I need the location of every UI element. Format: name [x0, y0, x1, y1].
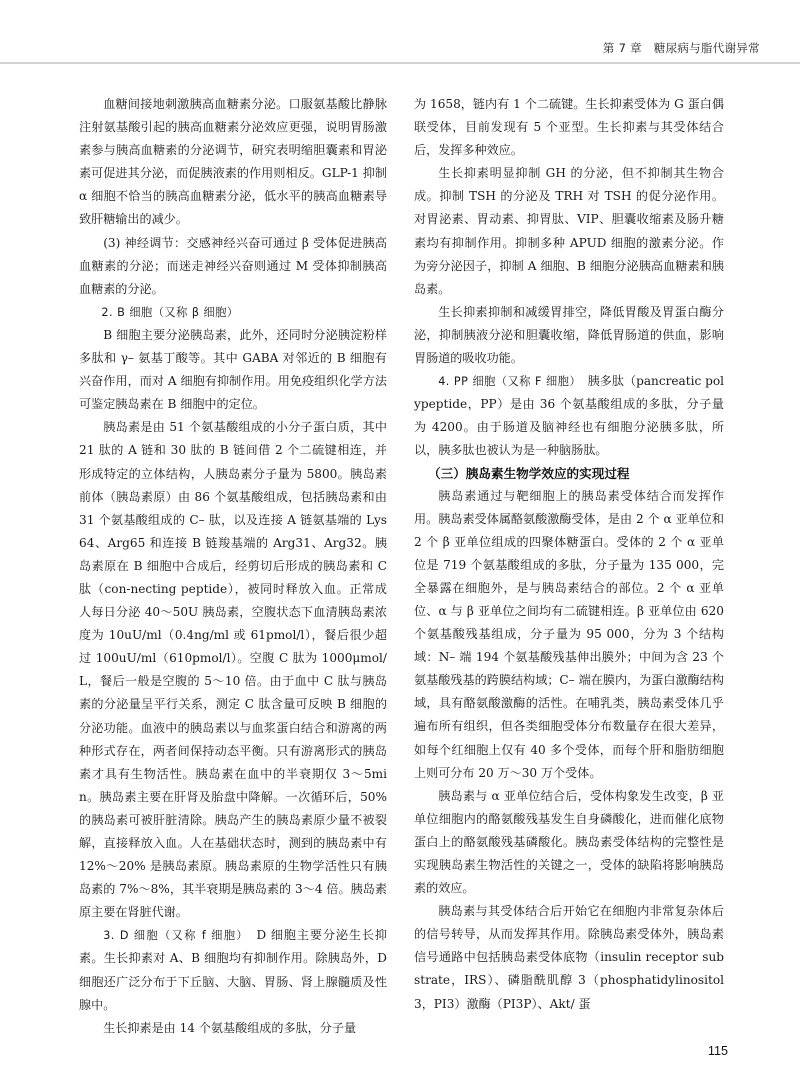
- left-column: [79, 93, 387, 1040]
- paragraph: 胰岛素通过与靶细胞上的胰岛素受体结合而发挥作用。胰岛素受体属酪氨酸激酶受体，是由 2 个 α 亚单位和 2 个 β 亚单位组成的四聚体糖蛋白。受体的 2 个 α 亚单位是 719 个氨基酸组成的多肽，分子量为 135 000，完全暴露在细胞外，是与胰岛素结合的部位。2 个 α 亚单位、α 与 β 亚单位之间均有二硫键相连。β 亚单位由 620 个氨基酸残基组成，分子量为 95 000，分为 3 个结构域：N– 端 194 个氨基酸残基伸出膜外；中间为含 23 个氨基酸残基的跨膜结构域；C– 端在膜内，为蛋白激酶结构域，具有酪氨酸激酶的活性。在哺乳类，胰岛素受体几乎遍布所有组织，但各类细胞受体分布数量存在很大差异，如每个红细胞上仅有 40 多个受体，而每个肝和脂肪细胞上则可分布 20 万～30 万个受体。: [414, 488, 724, 780]
- paragraph-text: 胰多肽（pancreatic polypeptide，PP）是由 36 个氨基酸组成的多肽，分子量为 4200。由于肠道及脑神经也有细胞分泌胰多肽，所以，胰多肽也被认为是一种脑肠肽。: [414, 374, 724, 458]
- subheading-b-cell: 2. B 细胞（又称 β 细胞）: [101, 305, 239, 319]
- paragraph: 胰岛素与 α 亚单位结合后，受体构象发生改变，β 亚单位细胞内的酪氨酸残基发生自身磷酸化，进而催化底物蛋白上的酪氨酸残基磷酸化。胰岛素受体结构的完整性是实现胰岛素生物活性的关键之一，受体的缺陷将影响胰岛素的效应。: [414, 788, 724, 896]
- paragraph: B 细胞主要分泌胰岛素，此外，还同时分泌胰淀粉样多肽和 γ– 氨基丁酸等。其中 GABA 对邻近的 B 细胞有兴奋作用，而对 A 细胞有抑制作用。用免疫组织化学方法可鉴定胰岛素在 B 细胞中的定位。: [79, 327, 387, 412]
- paragraph-text: D 细胞主要分泌生长抑素。生长抑素对 A、B 细胞均有抑制作用。除胰岛外，D 细胞还广泛分布于下丘脑、大脑、胃肠、肾上腺髓质及性腺中。: [79, 928, 388, 1012]
- paragraph: 为 1658，链内有 1 个二硫键。生长抑素受体为 G 蛋白偶联受体，目前发现有 5 个亚型。生长抑素与其受体结合后，发挥多种效应。: [414, 97, 724, 158]
- chapter-title: 第 7 章 糖尿病与脂代谢异常: [602, 41, 760, 55]
- subheading-pp-cell: 4. PP 细胞（又称 F 细胞）: [438, 375, 576, 389]
- section-heading: （三）胰岛素生物学效应的实现过程: [428, 465, 630, 481]
- paragraph: (3) 神经调节：交感神经兴奋可通过 β 受体促进胰高血糖素的分泌；而迷走神经兴奋则通过 M 受体抑制胰高血糖素的分泌。: [79, 235, 387, 296]
- page-number: 115: [707, 1044, 728, 1058]
- right-column: [414, 93, 724, 1016]
- paragraph: 胰岛素与其受体结合后开始它在细胞内非常复杂体后的信号转导，从而发挥其作用。除胰岛素受体外，胰岛素信号通路中包括胰岛素受体底物（insulin receptor substrate，IRS）、磷脂酰肌醇 3（phosphatidylinositol 3，PI3）激酶（PI3P）、Akt/ 蛋: [414, 904, 724, 1011]
- paragraph: [79, 924, 387, 1016]
- subheading-d-cell: 3. D 细胞（又称 f 细胞）: [103, 929, 244, 943]
- header-rule: [0, 62, 800, 64]
- paragraph: 血糖间接地刺激胰高血糖素分泌。口服氨基酸比静脉注射氨基酸引起的胰高血糖素分泌效应更强，说明胃肠激素参与胰高血糖素的分泌调节，研究表明缩胆囊素和胃泌素可促进其分泌，而促胰液素的作用则相反。GLP-1 抑制 α 细胞不恰当的胰高血糖素分泌，低水平的胰高血糖素导致肝糖输出的减少。: [79, 97, 387, 227]
- running-header: [0, 0, 800, 62]
- paragraph: 生长抑素是由 14 个氨基酸组成的多肽，分子量: [103, 1020, 357, 1035]
- paragraph: 生长抑素明显抑制 GH 的分泌，但不抑制其生物合成。抑制 TSH 的分泌及 TRH 对 TSH 的促分泌作用。对胃泌素、胃动素、抑胃肽、VIP、胆囊收缩素及肠升糖素均有抑制作用。抑制多种 APUD 细胞的激素分泌。作为旁分泌因子，抑制 A 细胞、B 细胞分泌胰高血糖素和胰岛素。: [414, 166, 724, 296]
- paragraph: [414, 370, 724, 462]
- paragraph: 生长抑素抑制和减缓胃排空，降低胃酸及胃蛋白酶分泌，抑制胰液分泌和胆囊收缩，降低胃肠道的供血，影响胃肠道的吸收功能。: [414, 304, 724, 366]
- paragraph: 胰岛素是由 51 个氨基酸组成的小分子蛋白质，其中 21 肽的 A 链和 30 肽的 B 链间借 2 个二硫键相连，并形成特定的立体结构，人胰岛素分子量为 5800。胰岛素前体（胰岛素原）由 86 个氨基酸组成，包括胰岛素和由 31 个氨基酸组成的 C– 肽，以及连接 A 链氨基端的 Lys64、Arg65 和连接 B 链羧基端的 Arg31、Arg32。胰岛素原在 B 细胞中合成后，经剪切后形成的胰岛素和 C 肽（con-necting peptide），被同时释放入血。正常成人每日分泌 40～50U 胰岛素，空腹状态下血清胰岛素浓度为 10uU/ml（0.4ng/ml 或 61pmol/l），餐后很少超过 100uU/ml（610pmol/l）。空腹 C 肽为 1000μmol/L，餐后一般是空腹的 5～10 倍。由于血中 C 肽与胰岛素的分泌量呈平行关系，测定 C 肽含量可反映 B 细胞的分泌功能。血液中的胰岛素以与血浆蛋白结合和游离的两种形式存在，两者间保持动态平衡。只有游离形式的胰岛素才具有生物活性。胰岛素在血中的半衰期仅 3～5min。胰岛素主要在肝肾及胎盘中降解。一次循环后，50% 的胰岛素可被肝脏清除。胰岛产生的胰岛素原少量不被裂解，直接释放入血。人在基础状态时，测到的胰岛素中有 12%～20% 是胰岛素原。胰岛素原的生物学活性只有胰岛素的 7%～8%，其半衰期是胰岛素的 3～4 倍。胰岛素原主要在肾脏代谢。: [79, 420, 387, 920]
